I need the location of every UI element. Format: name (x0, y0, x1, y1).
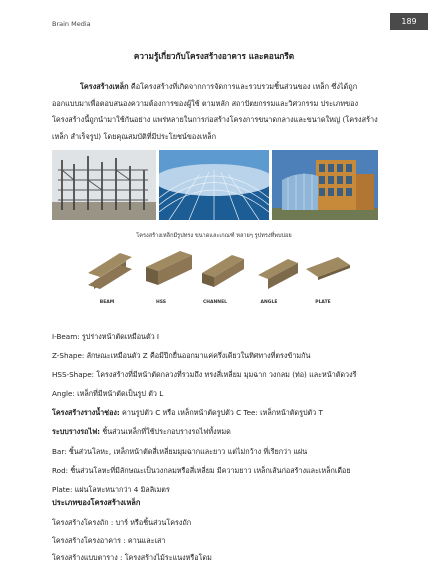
page-title: ความรู้เกี่ยวกับโครงสร้างอาคาร และคอนกรีต (133, 51, 295, 61)
intro-line-3: โครงสร้างนี้ถูกนำมาใช้กันอย่าง แพร่หลายในการก่อสร้างโครงการขนาดกลางและขนาดใหญ่ (โครงสร้าง (52, 115, 378, 124)
definition-term: Angle: (52, 389, 75, 399)
beam-profile (88, 253, 132, 289)
definition-term: Bar: (52, 446, 67, 456)
plate-profile (306, 257, 350, 280)
definition-term: I-Beam: (52, 332, 80, 341)
definition-term: ระบบรางรถไฟ: (52, 427, 101, 437)
types-list (52, 514, 212, 567)
definition-item (52, 461, 392, 480)
definition-term: Plate: (52, 484, 73, 494)
intro-line-4: เหล็ก สำเร็จรูป) โดยคุณสมบัติที่มีประโยชน์ของเหล็ก (52, 131, 217, 141)
modern-building-photo (272, 150, 378, 220)
hss-profile (146, 251, 192, 285)
definition-text: ชิ้นส่วนโลหะ, เหล็กหน้าตัดสี่เหลี่ยมมุมฉากและยาว แต่ไม่กว้าง ที่เรียกว่า แผ่น (66, 446, 308, 456)
definition-term: Rod: (52, 465, 69, 475)
definitions-list (52, 327, 392, 499)
stadium-roof-photo (159, 150, 269, 220)
steel-profiles-illustration (80, 243, 350, 299)
intro-text-1: คือโครงสร้างที่เกิดจากการจัดการและรวบรวมชิ้นส่วนของ เหล็ก ซึ่งได้ถูก (128, 82, 358, 91)
definition-item (52, 442, 392, 461)
profile-label-channel: CHANNEL (202, 300, 228, 305)
profile-labels (80, 300, 350, 305)
definition-term: โครงสร้างรางน้ำช่อง: (52, 408, 120, 418)
intro-line-2: ออกแบบมาเพื่อตอบสนองความต้องการของผู้ใช้ ตามหลัก สถาปัตยกรรมและวิศวกรรม ประเภทของ (52, 98, 359, 108)
photo-caption: โครงสร้างเหล็กมีรูปทรง ขนาดและเกณฑ์ หลายๆ รูปทรงที่พบบ่อย (136, 233, 292, 239)
profile-label-angle: ANGLE (260, 300, 278, 305)
definition-text: คานรูปตัว C หรือ เหล็กหน้าตัดรูปตัว C Tee: เหล็กหน้าตัดรูปตัว T (119, 408, 323, 418)
definition-text: แผ่นโลหะหนากว่า 4 มิลลิเมตร (72, 484, 170, 494)
profile-label-beam: BEAM (99, 300, 115, 305)
types-heading: ประเภทของโครงสร้างเหล็ก (52, 498, 141, 507)
definition-term: Z-Shape: (52, 351, 85, 361)
intro-line-1 (52, 79, 378, 96)
profile-label-hss: HSS (155, 300, 167, 305)
definition-item (52, 403, 392, 422)
definition-item (52, 422, 392, 441)
definition-item (52, 365, 392, 384)
definition-text: ลักษณะเหมือนตัว Z คือมีปีกยื่นออกมาแค่ครึ่งเดียวในทิศทางที่ตรงข้ามกัน (84, 351, 311, 361)
angle-profile (258, 259, 298, 289)
definition-text: รูปร่างหน้าตัดเหมือนตัว I (79, 332, 160, 341)
definition-term: HSS-Shape: (52, 370, 95, 380)
intro-term: โครงสร้างเหล็ก (80, 82, 129, 91)
profile-label-plate: PLATE (315, 300, 331, 305)
definition-text: ชิ้นส่วนเหล็กที่ใช้ประกอบรางรถไฟทั้งหมด (100, 427, 231, 437)
definition-text: โครงสร้างที่มีหน้าตัดกลวงที่รวมถึง ทรงสี่เหลี่ยม มุมฉาก วงกลม (ท่อ) และหน้าตัดวงรี (94, 370, 357, 380)
definition-item (52, 346, 392, 365)
steel-construction-photo (52, 150, 156, 220)
page-number-badge: 189 (390, 13, 428, 30)
type-item: โครงสร้างโครงอาคาร : คานและเสา (52, 535, 166, 545)
definition-text: ชิ้นส่วนโลหะที่มีลักษณะเป็นวงกลมหรือสี่เหลี่ยม มีความยาว เหล็กเส้นก่อสร้างและเหล็กเดือย (68, 465, 351, 475)
definition-item (52, 384, 392, 403)
type-item: โครงสร้างแบบตาราง : โครงสร้างไม้ระแนงหรือโดม (52, 553, 212, 563)
definition-text: เหล็กที่มีหน้าตัดเป็นรูป ตัว L (74, 389, 164, 399)
definition-item (52, 480, 392, 499)
definition-item (52, 327, 392, 346)
photo-strip (52, 150, 378, 220)
publisher-name: Brain Media (52, 20, 91, 28)
channel-profile (202, 255, 244, 287)
type-item: โครงสร้างโครงถัก : บาร์ หรือชิ้นส่วนโครงถัก (52, 518, 192, 527)
intro-paragraph (52, 79, 378, 145)
